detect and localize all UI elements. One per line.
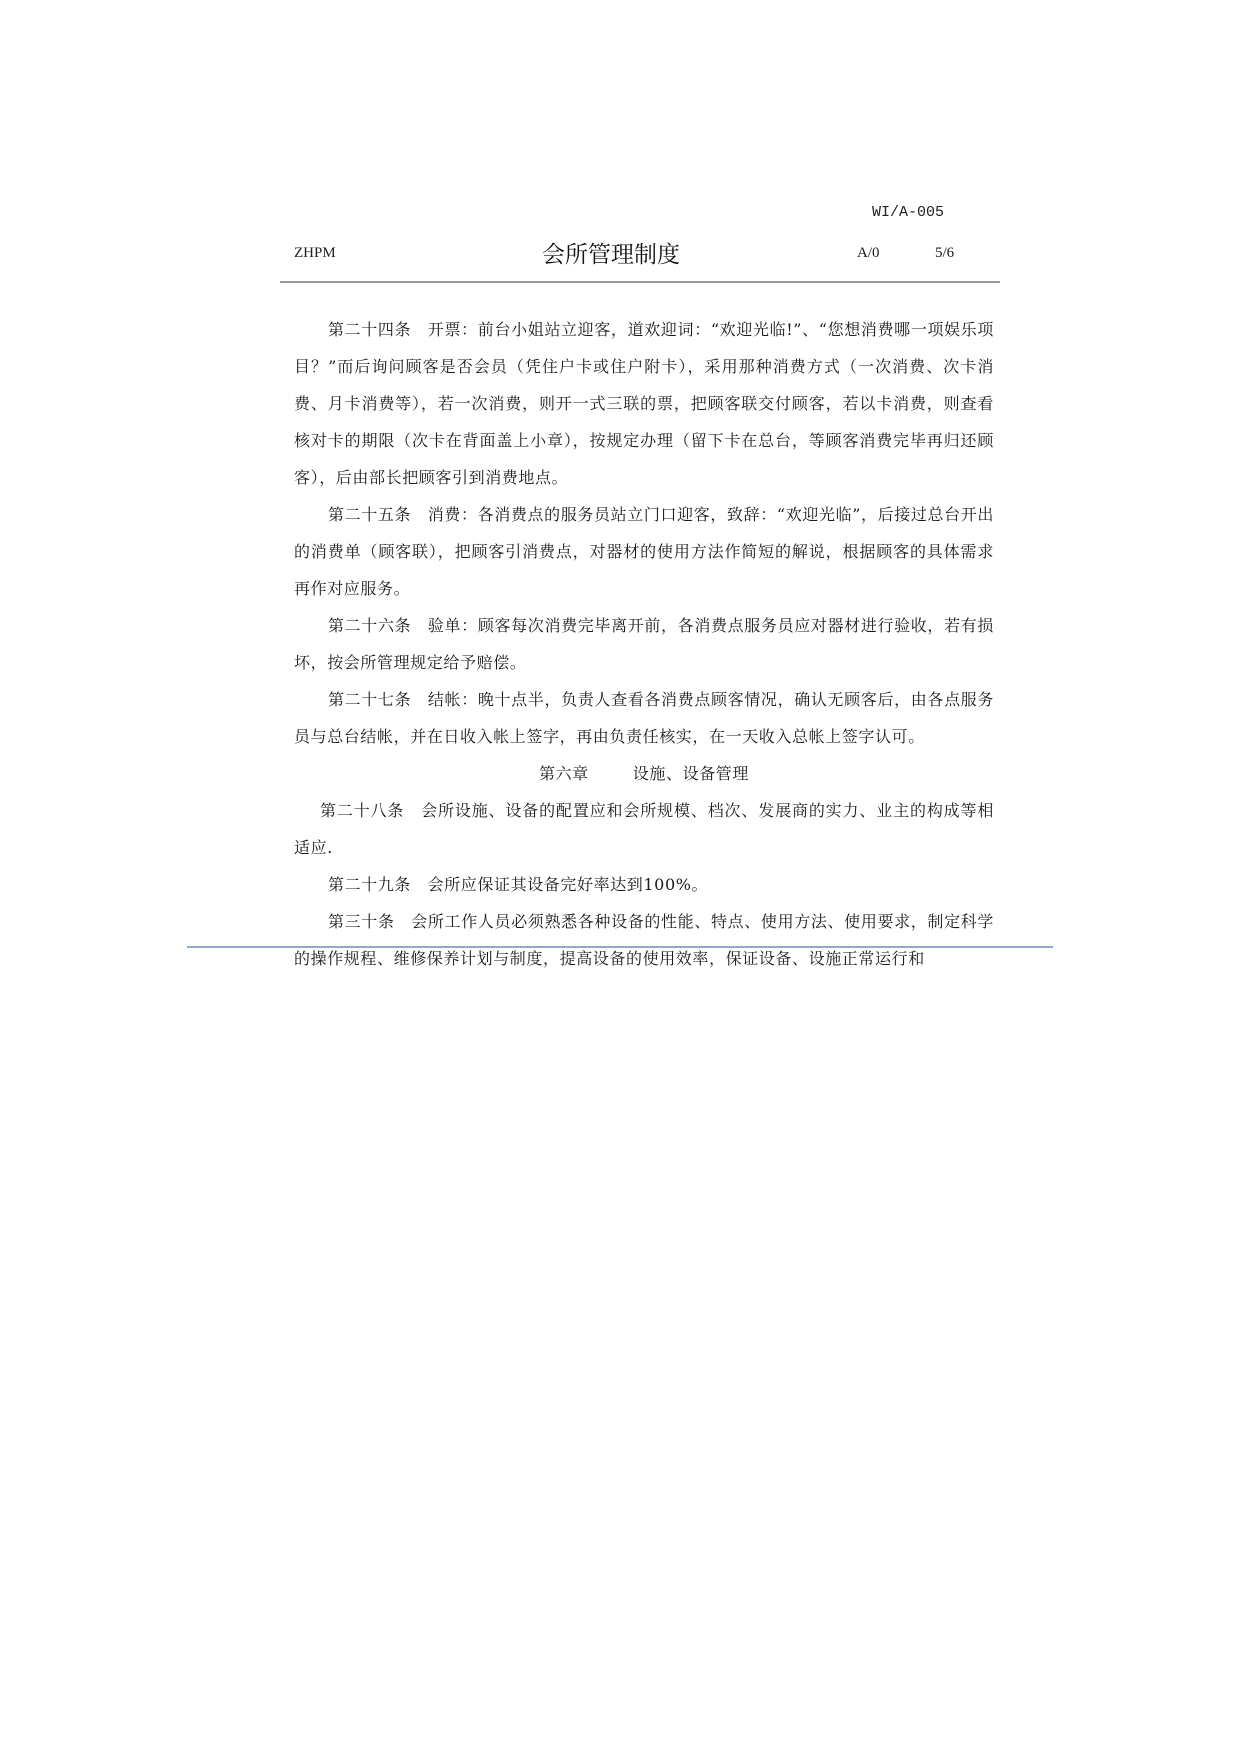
- article-29: 第二十九条 会所应保证其设备完好率达到100%。: [328, 875, 709, 894]
- chapter-heading: [294, 755, 994, 792]
- header-divider: [280, 281, 1000, 283]
- version-label: A/0: [857, 245, 880, 261]
- article-25: 第二十五条 消费：各消费点的服务员站立门口迎客，致辞：“欢迎光临”，后接过总台开出的消费单（顾客联），把顾客引消费点，对器材的使用方法作简短的解说，根据顾客的具体需求再作对应服务。: [294, 505, 994, 598]
- article-28: 第二十八条 会所设施、设备的配置应和会所规模、档次、发展商的实力、业主的构成等相适应.: [294, 801, 994, 857]
- company-code: ZHPM: [294, 245, 336, 261]
- document-code: WI/A-005: [872, 204, 945, 221]
- document-body: [294, 311, 994, 977]
- chapter-number: 第六章: [538, 764, 589, 783]
- document-title: 会所管理制度: [542, 242, 680, 268]
- page-header: [292, 233, 996, 273]
- article-30: 第三十条 会所工作人员必须熟悉各种设备的性能、特点、使用方法、使用要求，制定科学的操作规程、维修保养计划与制度，提高设备的使用效率，保证设备、设施正常运行和: [294, 912, 994, 968]
- article-24: 第二十四条 开票：前台小姐站立迎客，道欢迎词：“欢迎光临!”、“您想消费哪一项娱乐项目？”而后询问顾客是否会员（凭住户卡或住户附卡），采用那种消费方式（一次消费、次卡消费、月卡消费等），若一次消费，则开一式三联的票，把顾客联交付顾客，若以卡消费，则查看核对卡的期限（次卡在背面盖上小章），按规定办理（留下卡在总台，等顾客消费完毕再归还顾客），后由部长把顾客引到消费地点。: [294, 320, 994, 487]
- page-bottom-divider: [187, 946, 1053, 948]
- page-number: 5/6: [935, 245, 955, 261]
- chapter-title: 设施、设备管理: [632, 764, 749, 783]
- article-26: 第二十六条 验单：顾客每次消费完毕离开前，各消费点服务员应对器材进行验收，若有损坏，按会所管理规定给予赔偿。: [294, 616, 994, 672]
- article-27: 第二十七条 结帐：晚十点半，负责人查看各消费点顾客情况，确认无顾客后，由各点服务员与总台结帐，并在日收入帐上签字，再由负责任核实，在一天收入总帐上签字认可。: [294, 690, 994, 746]
